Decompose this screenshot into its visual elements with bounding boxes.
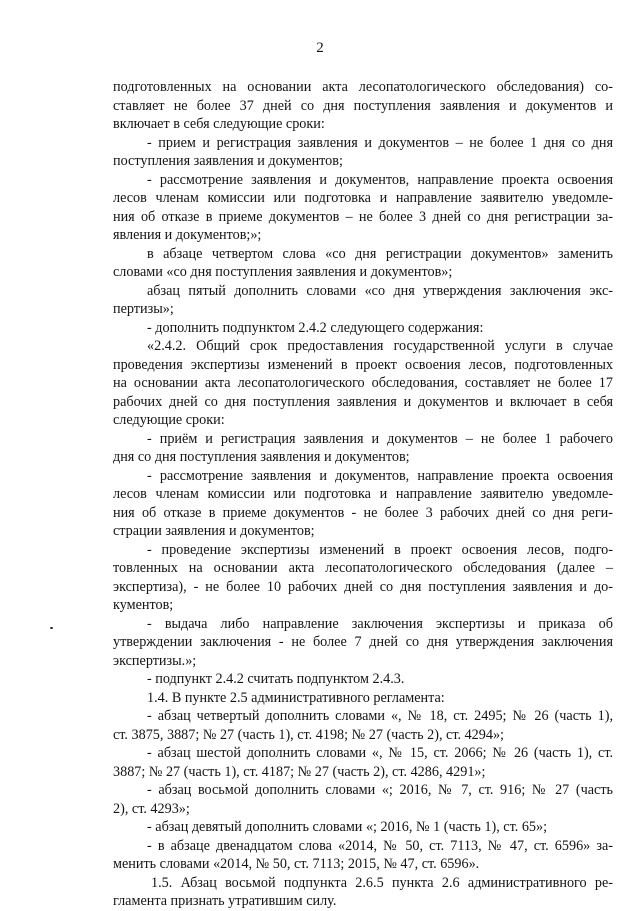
text-line: пертизы»; (113, 301, 174, 317)
text-line: дня со дня поступления заявления и документов; (113, 449, 410, 465)
text-line: товленных на основании акта лесопатологического обследования (далее – (113, 560, 613, 576)
text-line: - рассмотрение заявления и документов, направление проекта освоения (147, 467, 613, 484)
text-line: лесов членам комиссии или подготовка и направление заявителю уведомле- (113, 486, 613, 502)
text-line: - абзац восьмой дополнить словами «; 2016, № 7, ст. 916; № 27 (часть (147, 782, 613, 798)
text-line: проведения экспертизы изменений в проект освоения лесов, подготовленных (113, 356, 613, 373)
text-line: ставляет не более 37 дней со дня поступления заявления и документов и (113, 97, 613, 114)
text-line: - выдача либо направление заключения экспертизы и приказа об (147, 615, 613, 632)
text-line: экспертизы.»; (113, 652, 197, 669)
text-line: экспертиза), - не более 10 рабочих дней со дня поступления заявления и до- (113, 578, 613, 595)
text-line: - приём и регистрация заявления и документов – не более 1 рабочего (147, 430, 613, 447)
text-line: - дополнить подпунктом 2.4.2 следующего содержания: (147, 319, 484, 336)
text-line: - в абзаце двенадцатом слова «2014, № 50, ст. 7113, № 47, ст. 6596» за- (147, 837, 613, 854)
text-line: 3887; № 27 (часть 1), ст. 4187; № 27 (часть 2), ст. 4286, 4291»; (113, 763, 486, 780)
text-line: - проведение экспертизы изменений в проект освоения лесов, подго- (147, 541, 613, 558)
text-line: страции заявления и документов; (113, 523, 315, 539)
text-line: менить словами «2014, № 50, ст. 7113; 2015, № 47, ст. 6596». (113, 856, 480, 872)
text-line: - подпункт 2.4.2 считать подпунктом 2.4.3. (147, 671, 405, 687)
text-line: утверждении заключения - не более 7 дней со дня утверждения заключения (113, 634, 613, 650)
text-line: - абзац четвертый дополнить словами «, № 18, ст. 2495; № 26 (часть 1), (147, 708, 613, 724)
text-line: лесов членам комиссии или подготовка и направление заявителю уведомле- (113, 190, 613, 206)
text-line: на основании акта лесопатологического обследования, составляет не более 17 (113, 375, 613, 391)
document-body (113, 78, 613, 911)
text-line: включает в себя следующие сроки: (113, 116, 325, 132)
text-line: ст. 3875, 3887; № 27 (часть 1), ст. 4198; № 27 (часть 2), ст. 4294»; (113, 726, 504, 743)
text-line: следующие сроки: (113, 412, 225, 428)
text-line: в абзаце четвертом слова «со дня регистрации документов» заменить (147, 245, 613, 262)
text-line: - абзац девятый дополнить словами «; 2016, № 1 (часть 1), ст. 65»; (147, 819, 548, 835)
text-line: гламента признать утратившим силу. (113, 893, 337, 909)
text-line: кументов; (113, 597, 174, 613)
text-line: - прием и регистрация заявления и документов – не более 1 дня со дня (147, 134, 613, 151)
text-line: ния об отказе в приеме документов – не более 3 дней со дня регистрации за- (113, 208, 613, 225)
text-line: 1.4. В пункте 2.5 административного регламента: (147, 689, 445, 706)
text-line: - рассмотрение заявления и документов, направление проекта освоения (147, 171, 613, 188)
text-line: абзац пятый дополнить словами «со дня утверждения заключения экс- (147, 282, 613, 299)
scan-speck (50, 627, 53, 629)
text-line: рабочих дней со дня поступления заявления и документов и включает в себя (113, 393, 613, 410)
text-line: - абзац шестой дополнить словами «, № 15, ст. 2066; № 26 (часть 1), ст. (147, 745, 613, 761)
text-line: «2.4.2. Общий срок предоставления государственной услуги в случае (147, 338, 613, 354)
text-line: явления и документов;»; (113, 227, 262, 243)
text-line: подготовленных на основании акта лесопатологического обследования) со- (113, 79, 613, 95)
text-line: ния об отказе в приеме документов - не более 3 рабочих дней со дня реги- (113, 504, 613, 521)
text-line: словами «со дня поступления заявления и документов»; (113, 264, 453, 280)
text-line: 2), ст. 4293»; (113, 800, 190, 817)
text-line: 1.5. Абзац восьмой подпункта 2.6.5 пункта 2.6 административного ре- (151, 874, 613, 891)
page-number: 2 (316, 40, 324, 56)
text-line: поступления заявления и документов; (113, 153, 343, 169)
